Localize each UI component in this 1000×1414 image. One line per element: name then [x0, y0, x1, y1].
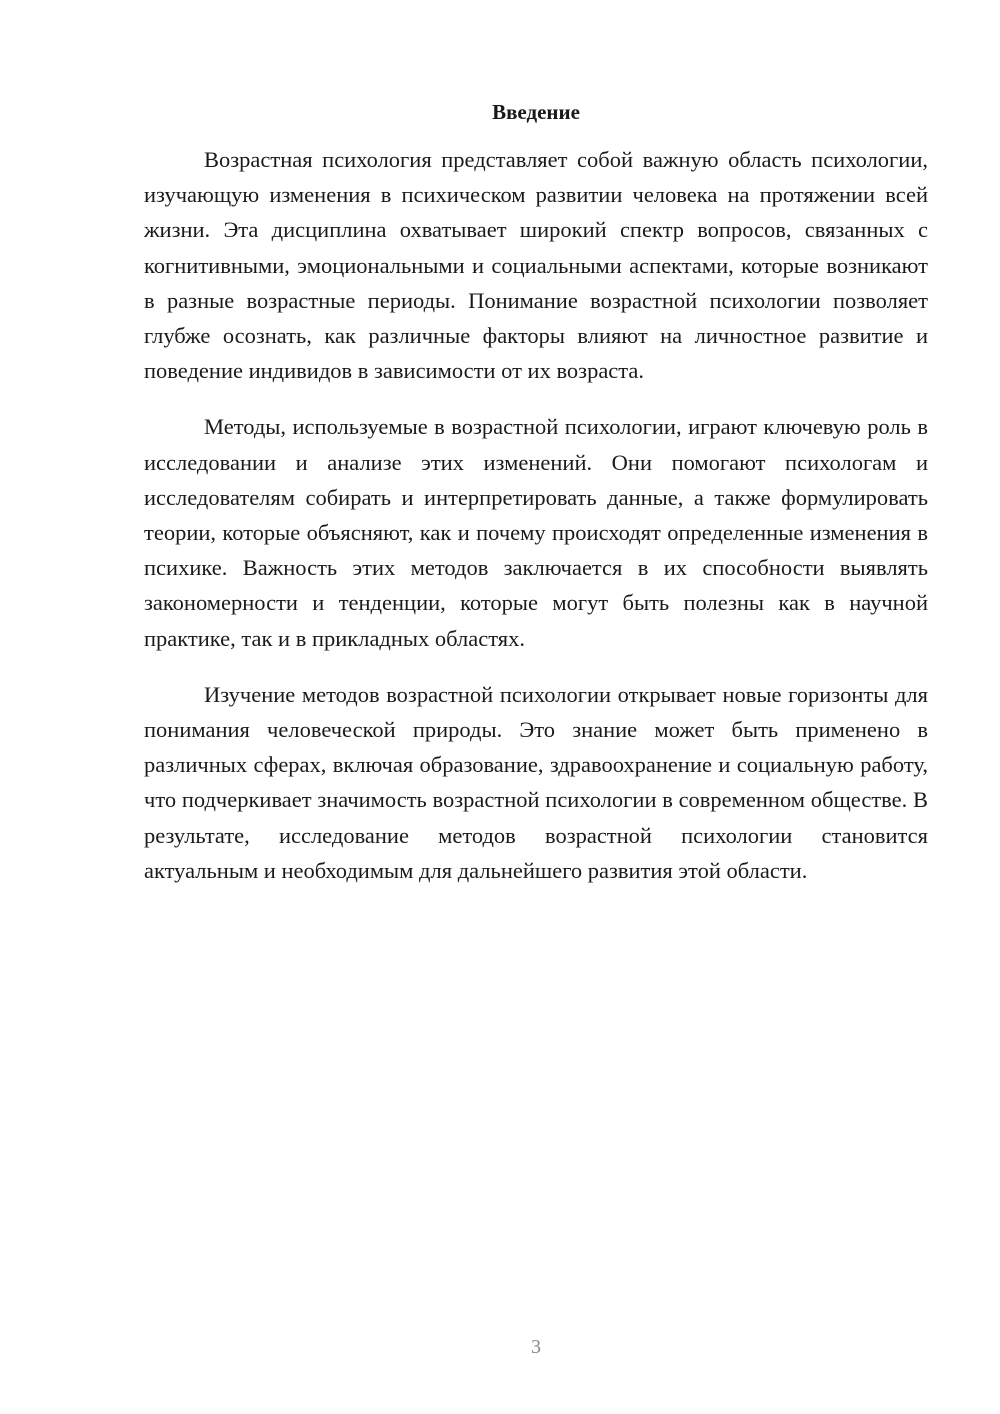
page-number: 3	[531, 1336, 541, 1358]
paragraph-conclusion: Изучение методов возрастной психологии открывает новые горизонты для понимания человеческой природы. Это знание может быть применено в различных сферах, включая образование, здравоохранение и социальную работу, что подчеркивает значимость возрастной психологии в современном обществе. В результате, исследование методов возрастной психологии становится актуальным и необходимым для дальнейшего развития этой области.	[144, 681, 928, 883]
paragraph-methods: Методы, используемые в возрастной психологии, играют ключевую роль в исследовании и анализе этих изменений. Они помогают психологам и исследователям собирать и интерпретировать данные, а также формулировать теории, которые объясняют, как и почему происходят определенные изменения в психике. Важность этих методов заключается в их способности выявлять закономерности и тенденции, которые могут быть полезны как в научной практике, так и в прикладных областях.	[144, 414, 928, 651]
document-body	[144, 142, 928, 909]
page-title: Введение	[492, 100, 580, 124]
paragraph-introduction: Возрастная психология представляет собой важную область психологии, изучающую изменения в психическом развитии человека на протяжении всей жизни. Эта дисциплина охватывает широкий спектр вопросов, связанных с когнитивными, эмоциональными и социальными аспектами, которые возникают в разные возрастные периоды. Понимание возрастной психологии позволяет глубже осознать, как различные факторы влияют на личностное развитие и поведение индивидов в зависимости от их возраста.	[144, 147, 928, 384]
